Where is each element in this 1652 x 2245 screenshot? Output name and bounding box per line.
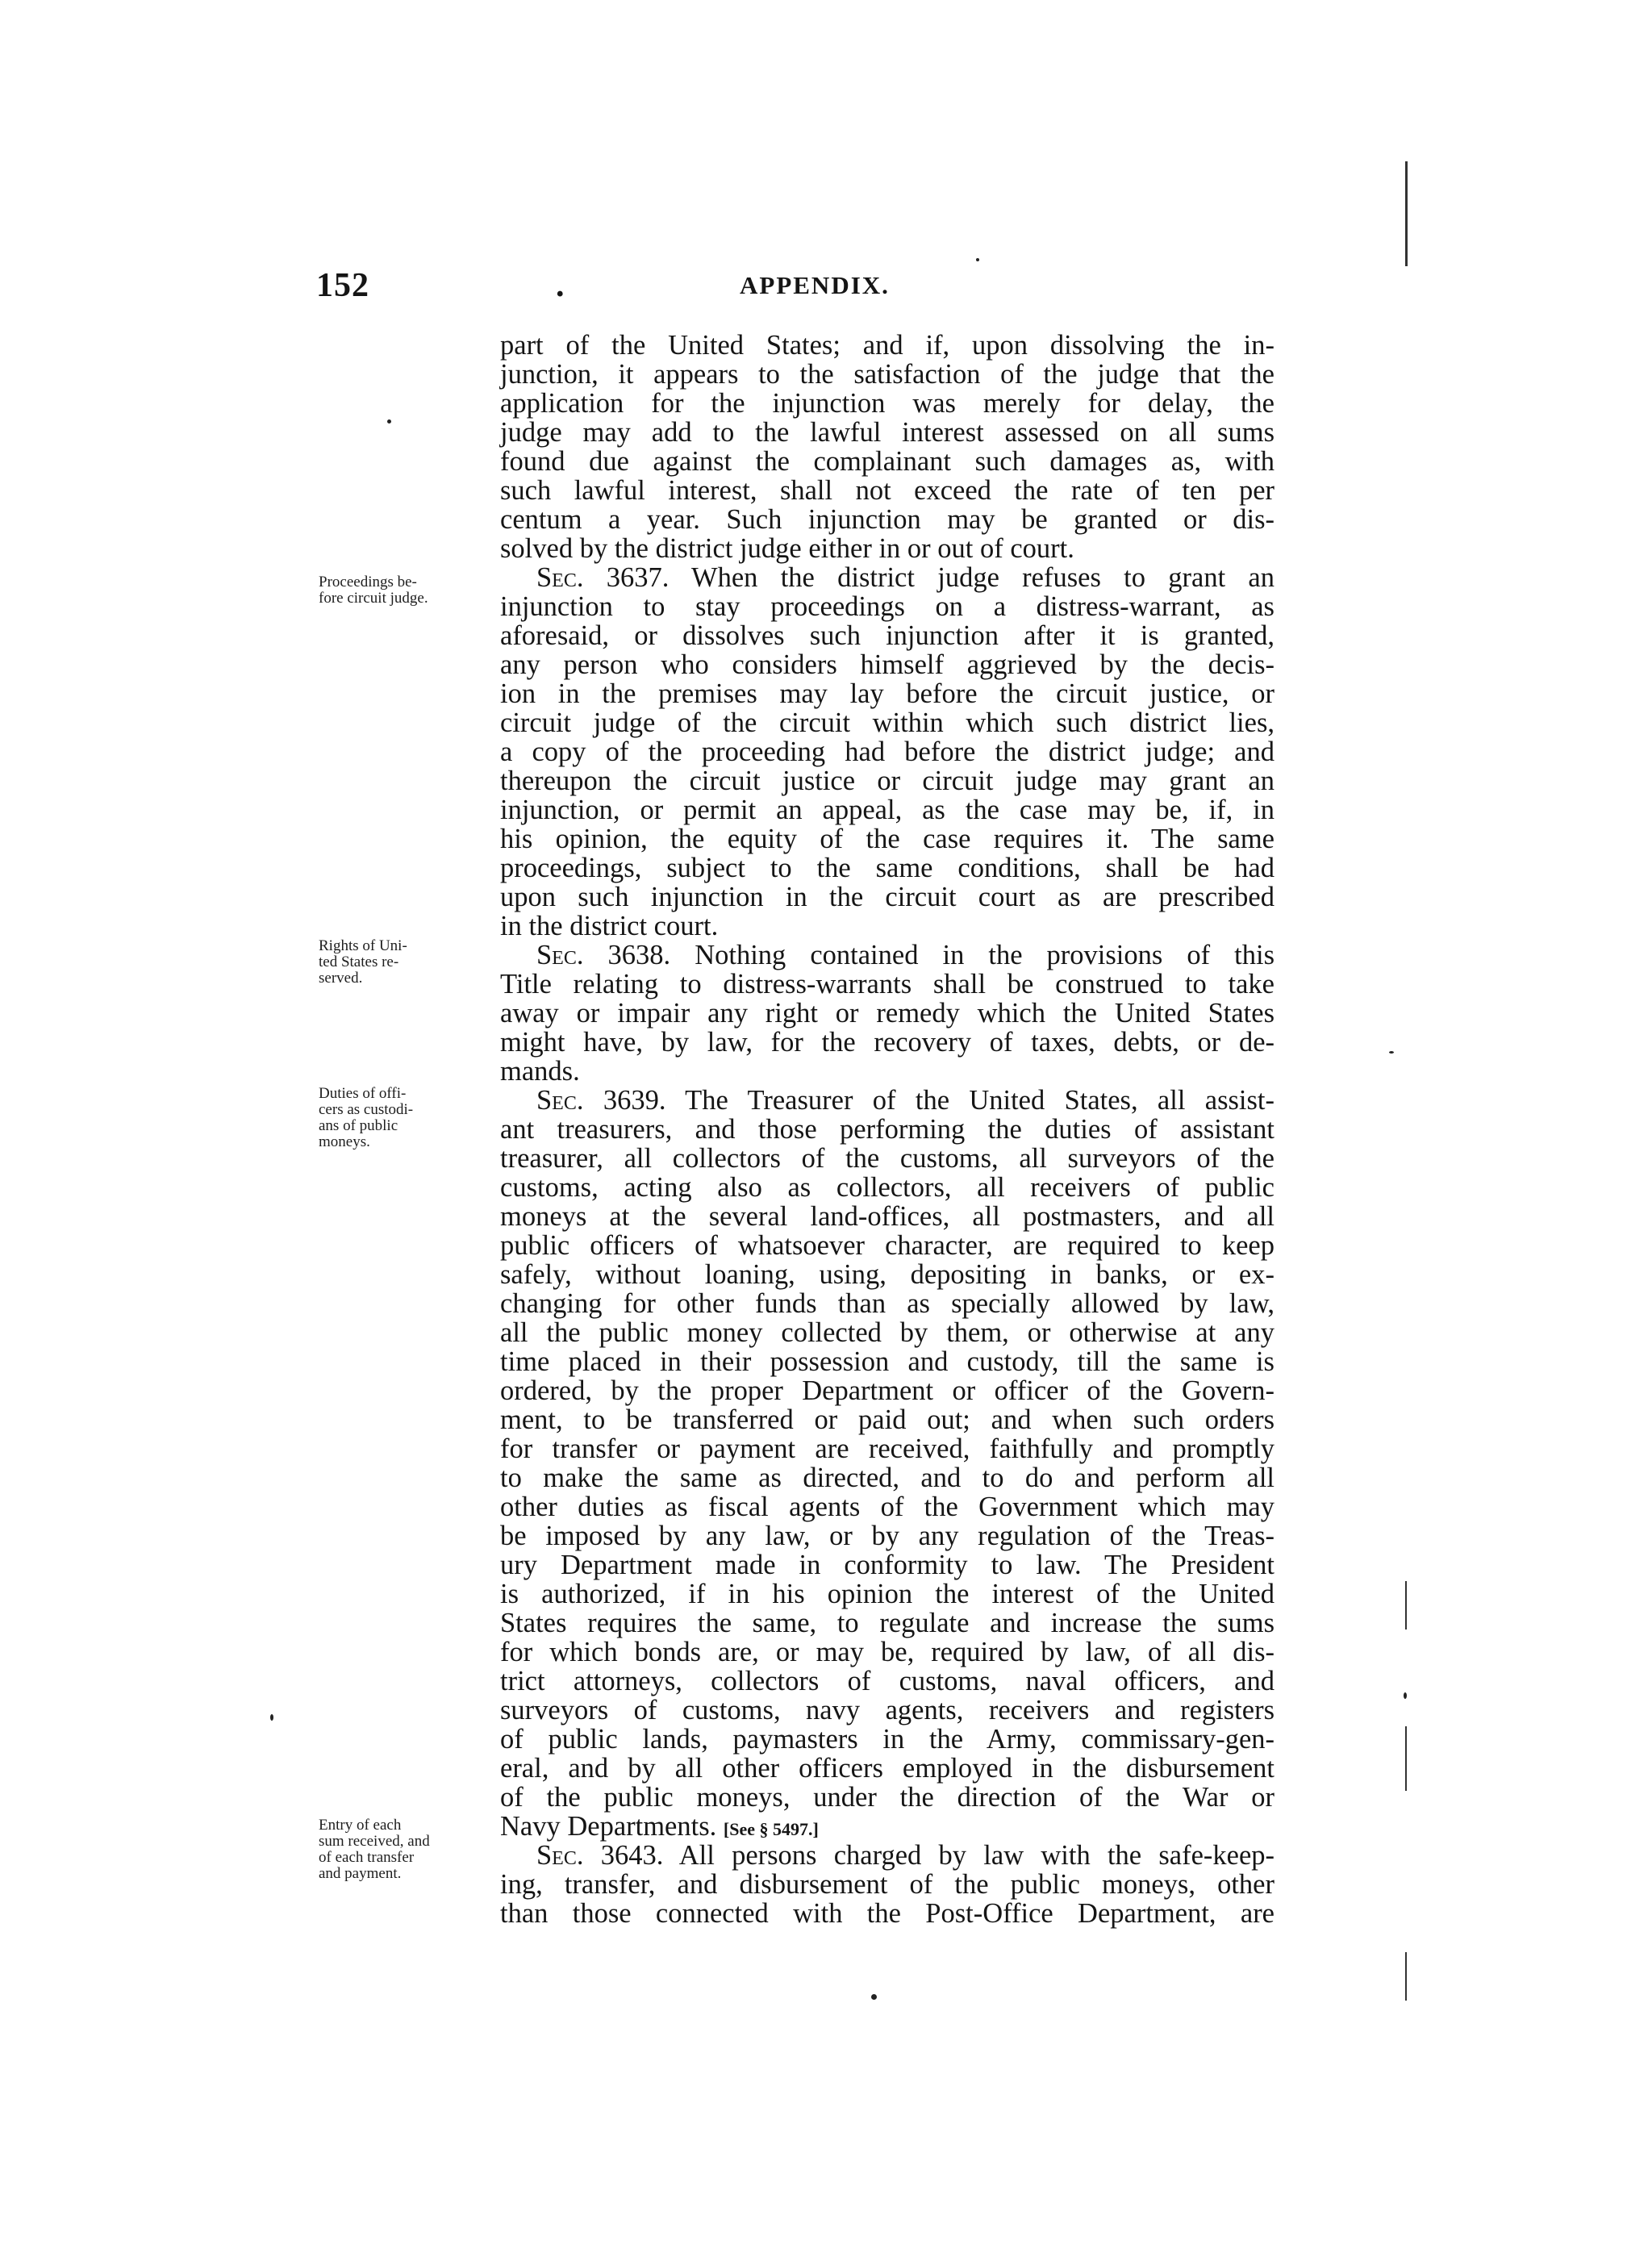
header-dot: . bbox=[556, 267, 565, 304]
text-line: than those connected with the Post-Office Department, are bbox=[500, 1898, 1274, 1929]
text-line: junction, it appears to the satisfaction of the judge that the bbox=[500, 359, 1274, 390]
text-line: for which bonds are, or may be, required by law, of all dis- bbox=[500, 1637, 1274, 1667]
text-line: might have, by law, for the recovery of taxes, debts, or de- bbox=[500, 1027, 1274, 1058]
section-label: Sec. bbox=[536, 562, 584, 593]
margin-note-entry bbox=[319, 1817, 496, 1882]
text-line: to make the same as directed, and to do and perform all bbox=[500, 1463, 1274, 1493]
closing-line bbox=[500, 1812, 1274, 1841]
scan-speck bbox=[871, 1994, 877, 2000]
margin-note-line: fore circuit judge. bbox=[319, 590, 428, 607]
text-line: be imposed by any law, or by any regulation of the Treas- bbox=[500, 1521, 1274, 1551]
running-head: APPENDIX. bbox=[740, 271, 890, 299]
section-label: Sec. bbox=[536, 1840, 584, 1871]
text-line: customs, acting also as collectors, all receivers of public bbox=[500, 1172, 1274, 1203]
text-line: of the public moneys, under the direction of the War or bbox=[500, 1782, 1274, 1813]
margin-note-line: moneys. bbox=[319, 1133, 370, 1150]
margin-note-rights bbox=[319, 938, 496, 987]
text-line: injunction, or permit an appeal, as the case may be, if, in bbox=[500, 795, 1274, 825]
closing-text: Navy Departments. bbox=[500, 1811, 717, 1842]
margin-note-line: Rights of Uni- bbox=[319, 937, 407, 954]
text-line: changing for other funds than as specially allowed by law, bbox=[500, 1288, 1274, 1319]
text-line: thereupon the circuit justice or circuit judge may grant an bbox=[500, 766, 1274, 796]
section-3637-first-line bbox=[536, 563, 1274, 592]
text-line: circuit judge of the circuit within which such district lies, bbox=[500, 707, 1274, 738]
section-3638-first-line bbox=[536, 941, 1274, 970]
text-line: ordered, by the proper Department or officer of the Govern- bbox=[500, 1375, 1274, 1406]
scan-artifact-line bbox=[1405, 1581, 1407, 1630]
text-line: centum a year. Such injunction may be granted or dis- bbox=[500, 504, 1274, 535]
text-line: other duties as fiscal agents of the Government which may bbox=[500, 1492, 1274, 1522]
margin-note-line: served. bbox=[319, 970, 363, 987]
text-line: upon such injunction in the circuit court as are prescribed bbox=[500, 882, 1274, 912]
text-line: away or impair any right or remedy which the United States bbox=[500, 998, 1274, 1029]
margin-note-line: Proceedings be- bbox=[319, 574, 417, 590]
text-line: for transfer or payment are received, faithfully and promptly bbox=[500, 1433, 1274, 1464]
text-line: found due against the complainant such damages as, with bbox=[500, 446, 1274, 477]
scan-artifact-line bbox=[1405, 161, 1408, 266]
text-line: treasurer, all collectors of the customs, all surveyors of the bbox=[500, 1143, 1274, 1174]
scan-artifact-line bbox=[1405, 1952, 1407, 2001]
section-text: 3637. When the district judge refuses to grant an bbox=[606, 562, 1274, 593]
section-text: 3643. All persons charged by law with the safe-keep- bbox=[600, 1840, 1275, 1871]
margin-note-line: ted States re- bbox=[319, 953, 399, 970]
text-line: his opinion, the equity of the case requires it. The same bbox=[500, 824, 1274, 854]
text-line: in the district court. bbox=[500, 911, 719, 941]
text-line: public officers of whatsoever character, are required to keep bbox=[500, 1230, 1274, 1261]
text-line: time placed in their possession and custody, till the same is bbox=[500, 1346, 1274, 1377]
text-line: surveyors of customs, navy agents, receivers and registers bbox=[500, 1695, 1274, 1725]
text-line: such lawful interest, shall not exceed the rate of ten per bbox=[500, 475, 1274, 506]
text-line: ant treasurers, and those performing the duties of assistant bbox=[500, 1114, 1274, 1145]
text-line: application for the injunction was merely for delay, the bbox=[500, 388, 1274, 419]
page-header bbox=[316, 266, 1292, 315]
section-text: 3638. Nothing contained in the provisions of this bbox=[607, 940, 1274, 970]
margin-note-line: ans of public bbox=[319, 1117, 398, 1134]
text-line: ment, to be transferred or paid out; and when such orders bbox=[500, 1404, 1274, 1435]
text-line: of public lands, paymasters in the Army, commissary-gen- bbox=[500, 1724, 1274, 1755]
text-line: aforesaid, or dissolves such injunction after it is granted, bbox=[500, 620, 1274, 651]
text-line: ing, transfer, and disbursement of the public moneys, other bbox=[500, 1869, 1274, 1900]
text-line: proceedings, subject to the same conditions, shall be had bbox=[500, 853, 1274, 883]
text-line: ury Department made in conformity to law. The President bbox=[500, 1550, 1274, 1580]
text-line: all the public money collected by them, or otherwise at any bbox=[500, 1317, 1274, 1348]
section-label: Sec. bbox=[536, 1085, 584, 1116]
margin-note-line: sum received, and bbox=[319, 1833, 430, 1850]
section-3639-first-line bbox=[536, 1086, 1274, 1115]
text-line: Title relating to distress-warrants shall be construed to take bbox=[500, 969, 1274, 999]
margin-note-duties bbox=[319, 1086, 496, 1150]
scan-speck bbox=[387, 419, 391, 424]
text-line: ion in the premises may lay before the circuit justice, or bbox=[500, 678, 1274, 709]
section-text: 3639. The Treasurer of the United States, all assist- bbox=[603, 1085, 1275, 1116]
margin-note-line: cers as custodi- bbox=[319, 1101, 414, 1118]
text-line: part of the United States; and if, upon dissolving the in- bbox=[500, 330, 1274, 361]
text-line: moneys at the several land-offices, all postmasters, and all bbox=[500, 1201, 1274, 1232]
margin-note-proceedings bbox=[319, 574, 496, 607]
citation: [See § 5497.] bbox=[723, 1819, 819, 1839]
margin-note-line: Entry of each bbox=[319, 1817, 402, 1834]
text-line: injunction to stay proceedings on a distress-warrant, as bbox=[500, 591, 1274, 622]
text-line: safely, without loaning, using, depositing in banks, or ex- bbox=[500, 1259, 1274, 1290]
text-line: mands. bbox=[500, 1056, 580, 1087]
text-line: trict attorneys, collectors of customs, naval officers, and bbox=[500, 1666, 1274, 1696]
page-number: 152 bbox=[316, 267, 369, 304]
scan-speck bbox=[1404, 1692, 1407, 1699]
margin-note-line: of each transfer bbox=[319, 1849, 415, 1866]
scan-speck bbox=[270, 1714, 273, 1721]
text-line: States requires the same, to regulate and increase the sums bbox=[500, 1608, 1274, 1638]
scan-artifact-line bbox=[1405, 1726, 1407, 1791]
text-line: eral, and by all other officers employed in the disbursement bbox=[500, 1753, 1274, 1784]
text-line: judge may add to the lawful interest assessed on all sums bbox=[500, 417, 1274, 448]
text-line: solved by the district judge either in or out of court. bbox=[500, 533, 1074, 564]
text-line: is authorized, if in his opinion the interest of the United bbox=[500, 1579, 1274, 1609]
text-line: a copy of the proceeding had before the district judge; and bbox=[500, 737, 1274, 767]
scan-speck bbox=[1389, 1051, 1394, 1054]
section-3643-first-line bbox=[536, 1841, 1274, 1870]
scan-speck bbox=[976, 258, 979, 261]
text-line: any person who considers himself aggrieved by the decis- bbox=[500, 649, 1274, 680]
margin-note-line: and payment. bbox=[319, 1865, 402, 1882]
section-label: Sec. bbox=[536, 940, 584, 970]
margin-note-line: Duties of offi- bbox=[319, 1085, 407, 1102]
